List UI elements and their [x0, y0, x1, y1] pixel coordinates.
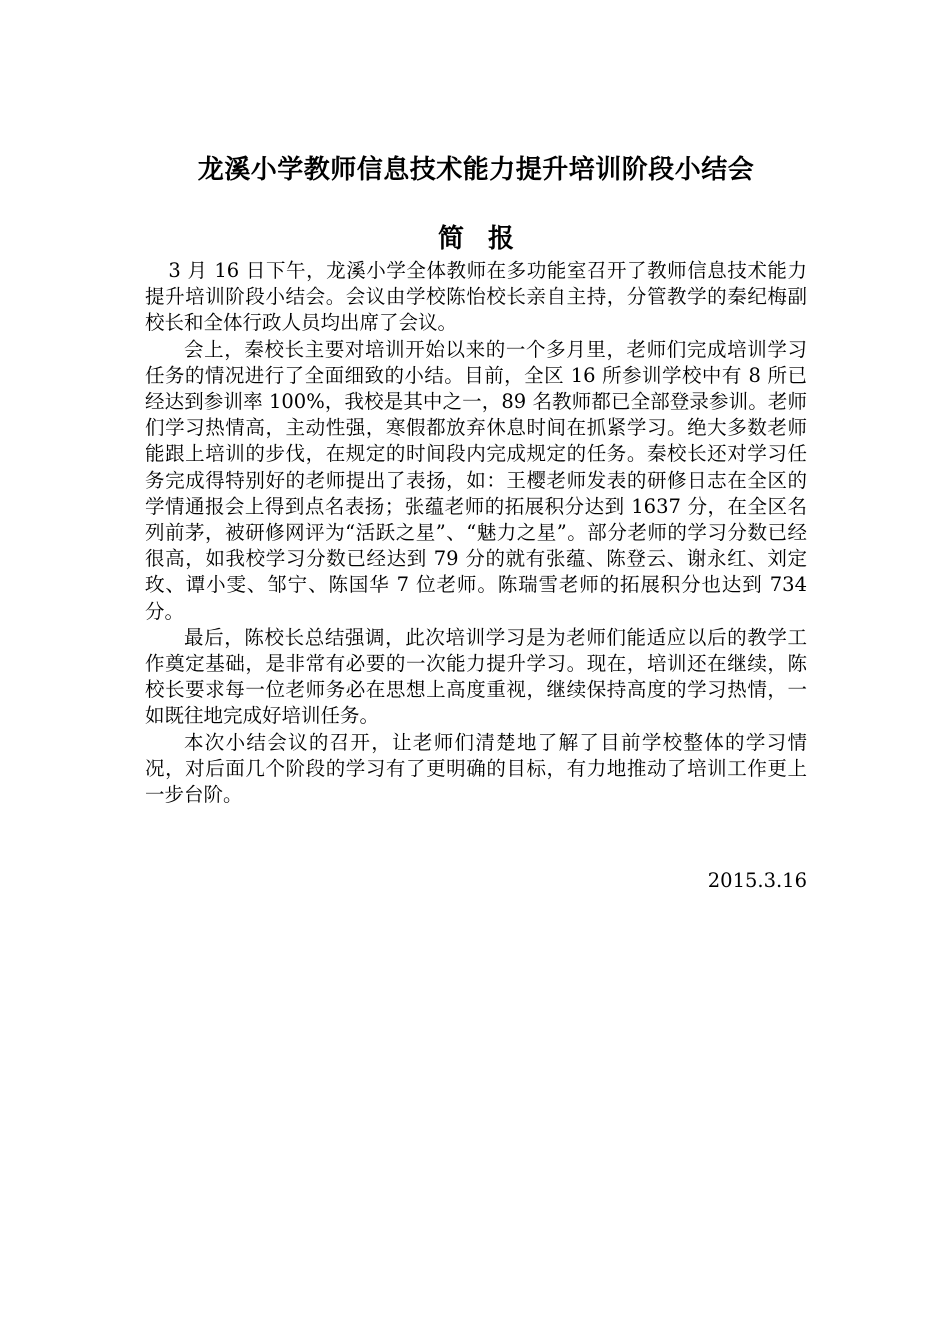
- paragraph-1: 3 月 16 日下午，龙溪小学全体教师在多功能室召开了教师信息技术能力提升培训阶段小结会。会议由学校陈怡校长亲自主持，分管教学的秦纪梅副校长和全体行政人员均出席了会议。: [145, 259, 807, 335]
- paragraph-2: 会上，秦校长主要对培训开始以来的一个多月里，老师们完成培训学习任务的情况进行了全面细致的小结。目前，全区 16 所参训学校中有 8 所已经达到参训率 100%，我校是其中之一，89 名教师都已全部登录参训。老师们学习热情高，主动性强，寒假都放弃休息时间在抓紧学习。绝大多数老师能跟上培训的步伐，在规定的时间段内完成规定的任务。秦校长还对学习任务完成得特别好的老师提出了表扬，如：王樱老师发表的研修日志在全区的学情通报会上得到点名表扬；张蕴老师的拓展积分达到 1637 分，在全区名列前茅，被研修网评为“活跃之星”、“魅力之星”。部分老师的学习分数已经很高，如我校学习分数已经达到 79 分的就有张蕴、陈登云、谢永红、刘定玫、谭小雯、邹宁、陈国华 7 位老师。陈瑞雪老师的拓展积分也达到 734 分。: [145, 337, 807, 623]
- paragraph-3: 最后，陈校长总结强调，此次培训学习是为老师们能适应以后的教学工作奠定基础，是非常有必要的一次能力提升学习。现在，培训还在继续，陈校长要求每一位老师务必在思想上高度重视，继续保持高度的学习热情，一如既往地完成好培训任务。: [145, 625, 807, 728]
- document-body: [145, 258, 807, 808]
- document-subtitle: 简报: [437, 224, 538, 254]
- paragraph-4: 本次小结会议的召开，让老师们清楚地了解了目前学校整体的学习情况，对后面几个阶段的学习有了更明确的目标，有力地推动了培训工作更上一步台阶。: [145, 730, 807, 807]
- document-date: 2015.3.16: [707, 869, 807, 893]
- document-page: [145, 150, 807, 894]
- document-title: 龙溪小学教师信息技术能力提升培训阶段小结会: [197, 155, 755, 185]
